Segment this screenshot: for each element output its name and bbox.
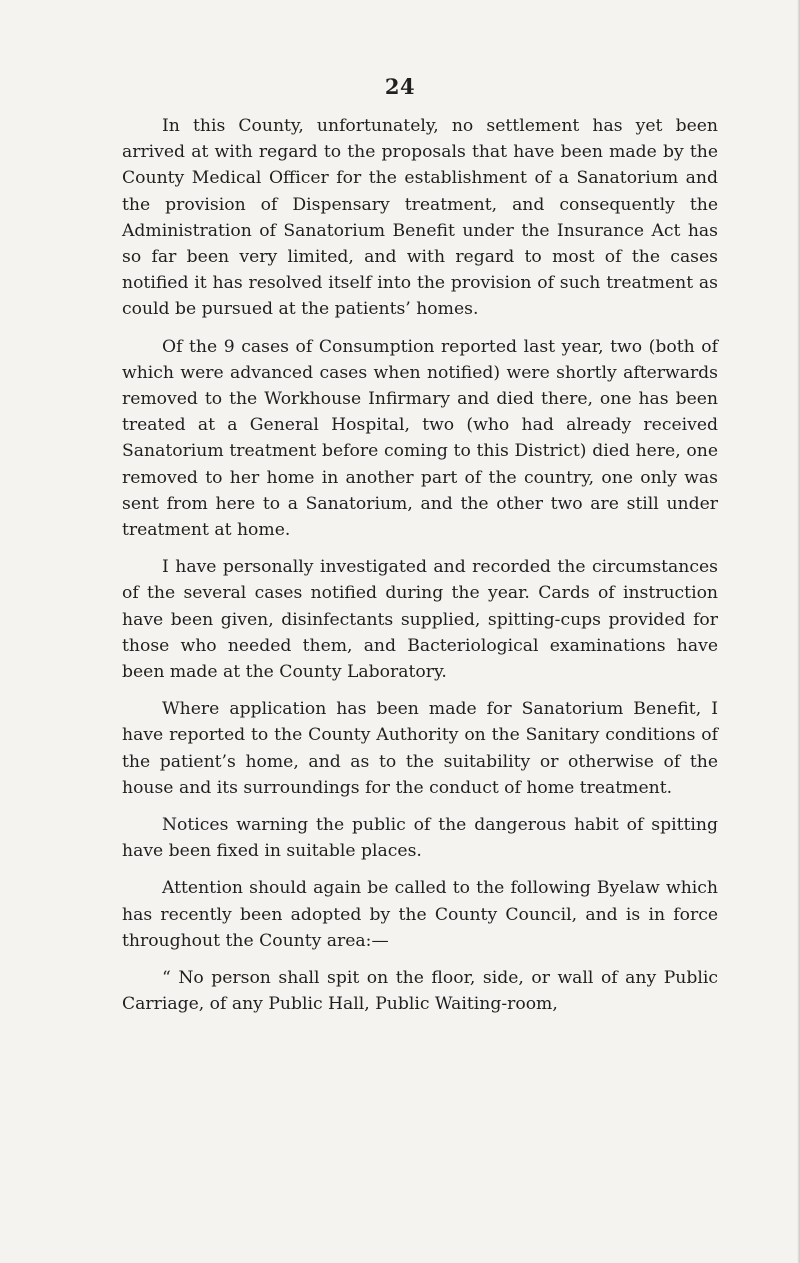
paragraph-sanatorium-settlement: In this County, unfortunately, no settlement has yet been arrived at with regard to the proposals that have been made by the County Medical Officer for the establishment of a Sanatorium and the provision of Dispensary treatment, and consequently the Administration of Sanatorium Benefit under the Insurance Act has so far been very limited, and with regard to most of the cases notified it has resolved itself into the provision of such treatment as could be pursued at the patients’ homes. [122,116,718,320]
page-number: 24 [384,74,416,99]
paragraph-bye-law: Attention should again be called to the following Byelaw which has recently been adopted by the County Council, and is in force throughout the County area:— [122,878,718,951]
paragraph-spitting-notices: Notices warning the public of the dangerous habit of spitting have been fixed in suitable places. [122,815,718,862]
paragraph-consumption-cases: Of the 9 cases of Consumption reported last year, two (both of which were advanced cases when notified) were shortly afterwards removed to the Workhouse Infirmary and died there, one has been treated at a General Hospital, two (who had already received Sanatorium treatment before coming to this District) died here, one removed to her home in another part of the country, one only was sent from here to a Sanatorium, and the other two are still under treatment at home. [122,336,718,541]
paragraph-bye-law-quote: “ No person shall spit on the floor, side, or wall of any Public Carriage, of any Public Hall, Public Waiting-room, [122,968,718,1015]
body-text [122,113,718,1018]
paragraph-investigation: I have personally investigated and recorded the circumstances of the several cases notified during the year. Cards of instruction have been given, disinfectants supplied, spitting-cups provided for those who needed them, and Bacteriological examinations have been made at the County Laboratory. [122,557,718,683]
paragraph-sanatorium-benefit: Where application has been made for Sanatorium Benefit, I have reported to the County Authority on the Sanitary conditions of the patient’s home, and as to the suitability or otherwise of the house and its surroundings for the conduct of home treatment. [122,699,718,798]
